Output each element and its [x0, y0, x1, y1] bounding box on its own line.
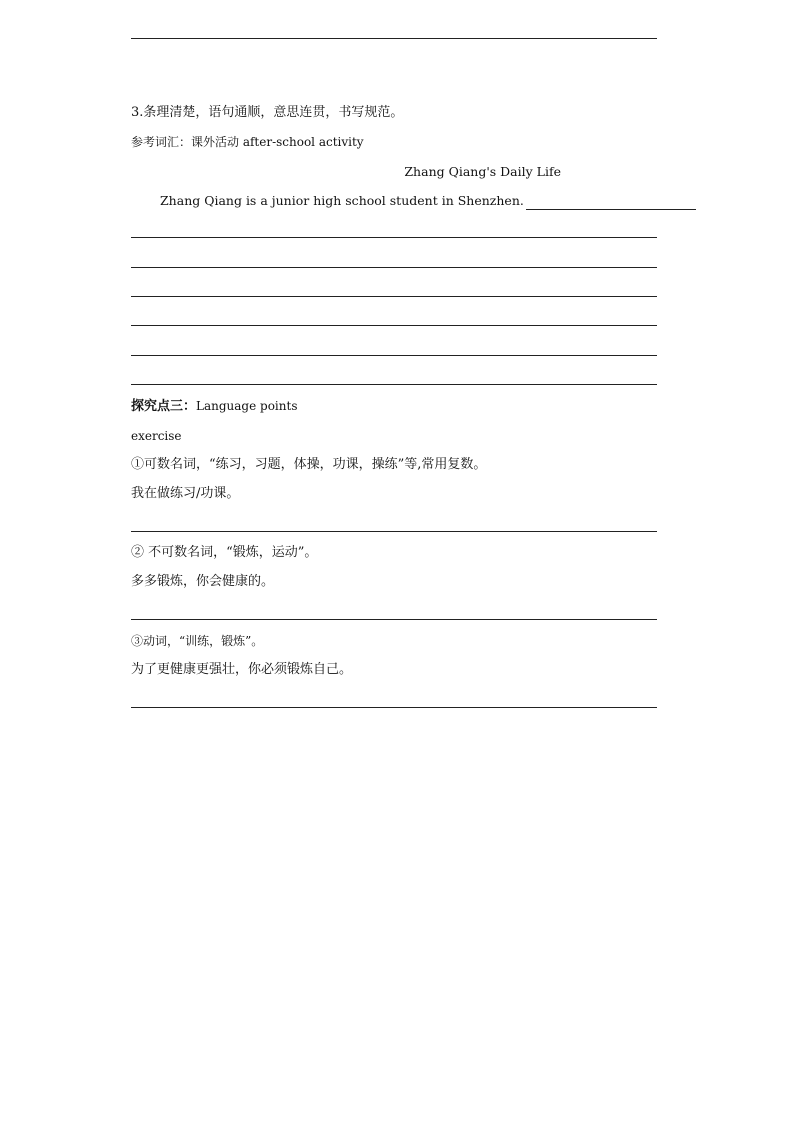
section-heading-row — [131, 397, 297, 416]
translation-prompt-3: 为了更健康更强壮，你必须锻炼自己。 — [131, 662, 353, 677]
essay-intro: Zhang Qiang is a junior high school student in Shenzhen. — [160, 193, 524, 208]
usage-verb: ③动词，“训练，锻炼”。 — [131, 634, 264, 648]
usage-uncountable-noun: ② 不可数名词，“锻炼，运动”。 — [131, 545, 318, 560]
essay-inline-blank[interactable] — [526, 195, 696, 210]
usage-countable-noun: ①可数名词，“练习，习题，体操，功课，操练”等,常用复数。 — [131, 457, 487, 472]
essay-writing-line[interactable] — [131, 296, 657, 297]
essay-writing-line[interactable] — [131, 355, 657, 356]
essay-writing-line[interactable] — [131, 237, 657, 238]
essay-writing-line[interactable] — [131, 384, 657, 385]
reference-vocabulary: 参考词汇：课外活动 after-school activity — [131, 135, 364, 149]
target-word: exercise — [131, 429, 182, 443]
answer-line-1[interactable] — [131, 531, 657, 532]
section-heading-en: Language points — [196, 399, 298, 413]
translation-prompt-1: 我在做练习/功课。 — [131, 486, 240, 501]
answer-line-3[interactable] — [131, 707, 657, 708]
section-heading: 探究点三： — [131, 399, 197, 414]
essay-writing-line[interactable] — [131, 267, 657, 268]
essay-writing-line[interactable] — [131, 325, 657, 326]
answer-line-2[interactable] — [131, 619, 657, 620]
top-rule — [131, 38, 657, 39]
translation-prompt-2: 多多锻炼，你会健康的。 — [131, 574, 275, 589]
requirement-3: 3.条理清楚，语句通顺，意思连贯，书写规范。 — [131, 105, 404, 120]
essay-intro-line — [160, 192, 696, 210]
essay-title: Zhang Qiang's Daily Life — [404, 164, 561, 179]
